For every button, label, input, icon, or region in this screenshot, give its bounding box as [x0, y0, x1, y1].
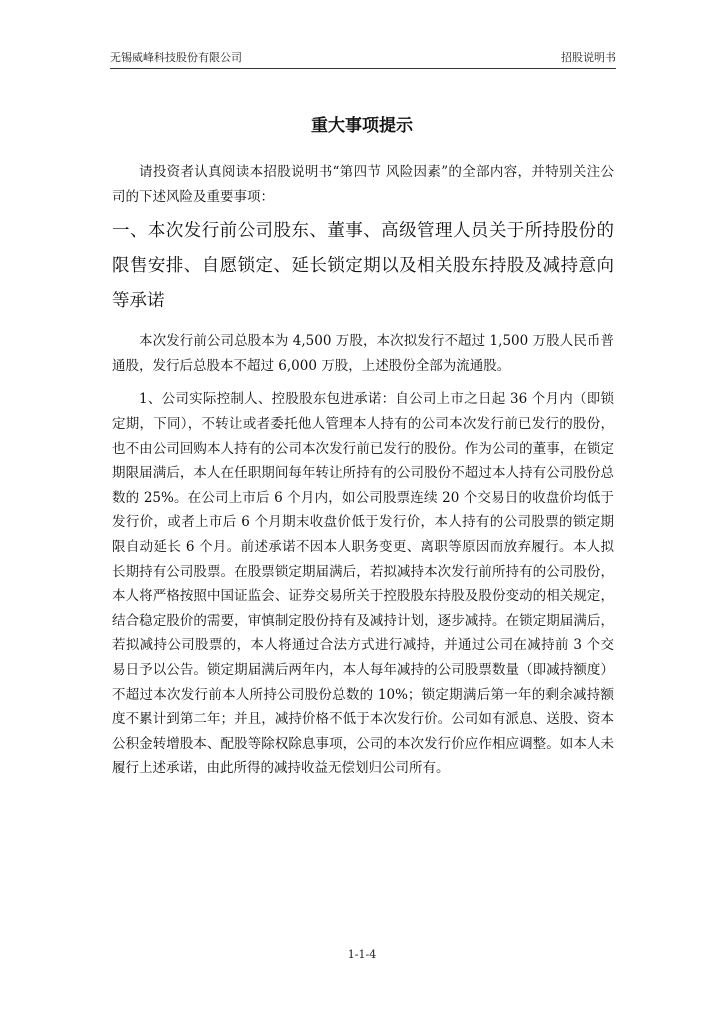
page-number: 1-1-4 — [347, 948, 377, 961]
controller-commitment-paragraph: 1、公司实际控制人、控股股东包进承诺：自公司上市之日起 36 个月内（即锁定期，下同），不转让或者委托他人管理本人持有的公司本次发行前已发行的股份，也不由公司回购本人持有的公司本次发行前已发行的股份。作为公司的董事，在锁定期限届满后，本人在任职期间每年转让所持有的公司股份不超过本人持有公司股份总数的 25%。在公司上市后 6 个月内，如公司股票连续 20 个交易日的收盘价均低于发行价，或者上市后 6 个月期末收盘价低于发行价，本人持有的公司股票的锁定期限自动延长 6 个月。前述承诺不因本人职务变更、离职等原因而放弃履行。本人拟长期持有公司股票。在股票锁定期届满后，若拟减持本次发行前所持有的公司股份，本人将严格按照中国证监会、证券交易所关于控股股东持股及股份变动的相关规定，结合稳定股价的需要，审慎制定股份持有及减持计划，逐步减持。在锁定期届满后，若拟减持公司股票的，本人将通过合法方式进行减持，并通过公司在减持前 3 个交易日予以公告。锁定期届满后两年内，本人每年减持的公司股票数量（即减持额度）不超过本次发行前本人所持公司股份总数的 10%；锁定期满后第一年的剩余减持额度不累计到第二年；并且，减持价格不低于本次发行价。公司如有派息、送股、资本公积金转增股本、配股等除权除息事项，公司的本次发行价应作相应调整。如本人未履行上述承诺，由此所得的减持收益无偿划归公司所有。 — [112, 391, 614, 777]
share-capital-paragraph: 本次发行前公司总股本为 4,500 万股，本次拟发行不超过 1,500 万股人民币普通股，发行后总股本不超过 6,000 万股，上述股份全部为流通股。 — [112, 333, 614, 374]
section-1-heading: 一、本次发行前公司股东、董事、高级管理人员关于所持股份的限售安排、自愿锁定、延长锁定期以及相关股东持股及减持意向等承诺 — [112, 221, 614, 312]
page-title: 重大事项提示 — [311, 116, 413, 136]
header-company-name: 无锡威峰科技股份有限公司 — [110, 51, 242, 64]
intro-paragraph: 请投资者认真阅读本招股说明书“第四节 风险因素”的全部内容，并特别关注公司的下述风险及重要事项： — [112, 164, 614, 205]
header-document-type: 招股说明书 — [561, 51, 616, 64]
page-body — [112, 160, 614, 781]
page-header — [110, 50, 616, 69]
